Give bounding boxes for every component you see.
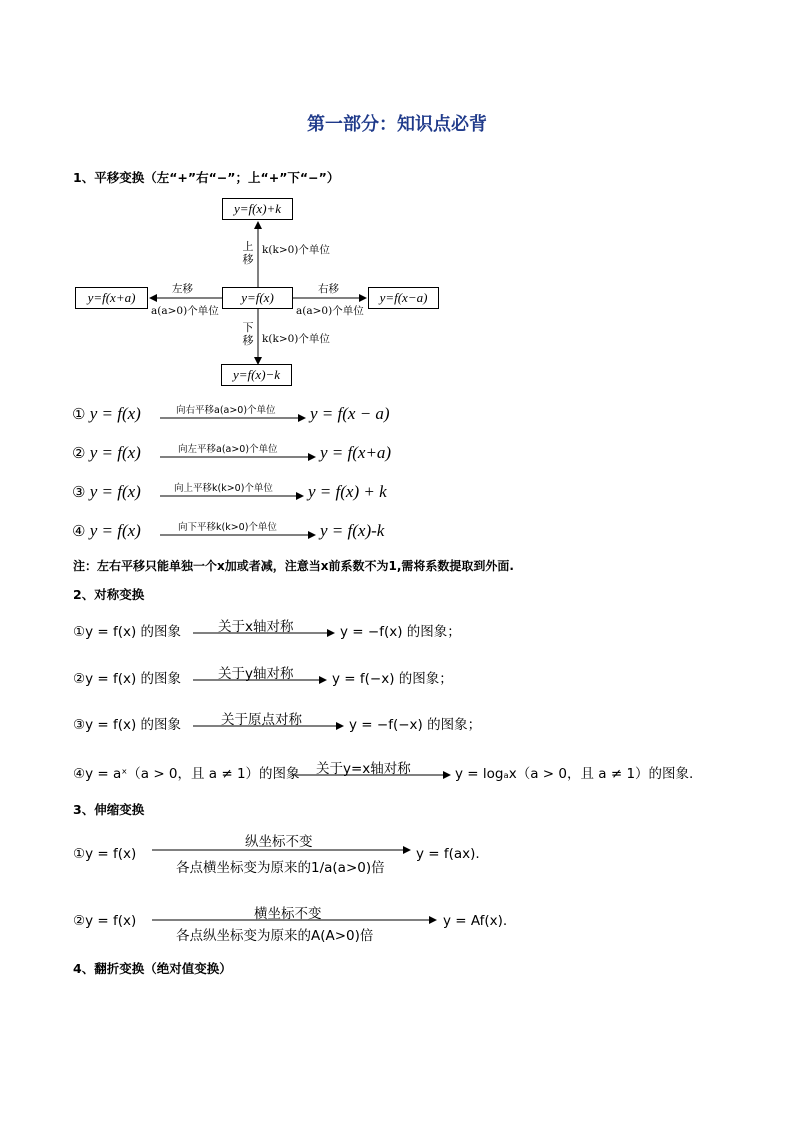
- down-char-2: 移: [242, 334, 254, 347]
- sym-3-arrow-label: 关于原点对称: [221, 712, 302, 728]
- rule-4-rhs: y = f(x)-k: [320, 521, 385, 540]
- rule-4-arrow-label: 向下平移k(k>0)个单位: [178, 522, 277, 533]
- sym-4-lhs: ④y = aˣ（a > 0，且 a ≠ 1）的图象: [73, 766, 300, 782]
- sym-1-arrow-label: 关于x轴对称: [218, 619, 294, 635]
- section-4-heading: 4、翻折变换（绝对值变换）: [73, 961, 232, 976]
- down-label: k(k>0)个单位: [262, 333, 330, 345]
- box-bottom: y=f(x)−k: [221, 364, 292, 386]
- scale-1-lhs: ①y = f(x): [73, 846, 137, 862]
- right-bottom-label: a(a>0)个单位: [296, 305, 364, 317]
- rule-1-arrow-label: 向右平移a(a>0)个单位: [176, 405, 276, 416]
- box-left: y=f(x+a): [75, 287, 148, 309]
- rule-2-lhs: ② y = f(x): [72, 443, 141, 462]
- translation-note: 注：左右平移只能单独一个x加或者减，注意当x前系数不为1,需将系数提取到外面.: [73, 559, 514, 573]
- sym-2-arrow-label: 关于y轴对称: [218, 666, 294, 682]
- sym-3-lhs: ③y = f(x) 的图象: [73, 717, 182, 733]
- scale-1-bottom-label: 各点横坐标变为原来的1/a(a>0)倍: [176, 860, 385, 876]
- rule-2-arrow-label: 向左平移a(a>0)个单位: [178, 444, 278, 455]
- rule-2-rhs: y = f(x+a): [320, 443, 392, 462]
- rule-1-lhs: ① y = f(x): [72, 404, 141, 423]
- up-label: k(k>0)个单位: [262, 244, 330, 256]
- section-1-heading: 1、平移变换（左“+”右“−”；上“+”下“−”）: [73, 170, 340, 185]
- scale-2-top-label: 横坐标不变: [254, 906, 322, 922]
- scale-1-top-label: 纵坐标不变: [245, 834, 313, 850]
- scale-2-bottom-label: 各点纵坐标变为原来的A(A>0)倍: [176, 928, 374, 944]
- scale-2-rhs: y = Af(x).: [443, 913, 508, 929]
- sym-3-rhs: y = −f(−x) 的图象；: [349, 717, 482, 733]
- page-title: 第一部分：知识点必背: [307, 114, 487, 135]
- sym-2-lhs: ②y = f(x) 的图象: [73, 671, 182, 687]
- sym-2-rhs: y = f(−x) 的图象；: [332, 671, 453, 687]
- box-top: y=f(x)+k: [222, 198, 293, 220]
- up-char-2: 移: [242, 253, 254, 266]
- section-3-heading: 3、伸缩变换: [73, 802, 145, 817]
- left-bottom-label: a(a>0)个单位: [151, 305, 219, 317]
- section-2-heading: 2、对称变换: [73, 587, 145, 602]
- sym-1-rhs: y = −f(x) 的图象；: [340, 624, 461, 640]
- scale-2-lhs: ②y = f(x): [73, 913, 137, 929]
- rule-3-arrow-label: 向上平移k(k>0)个单位: [174, 483, 273, 494]
- sym-1-lhs: ①y = f(x) 的图象: [73, 624, 182, 640]
- box-center: y=f(x): [222, 287, 293, 309]
- right-top-label: 右移: [318, 283, 339, 295]
- down-char-1: 下: [242, 321, 254, 334]
- sym-4-rhs: y = logₐx（a > 0，且 a ≠ 1）的图象.: [455, 766, 694, 782]
- rule-3-rhs: y = f(x) + k: [308, 482, 387, 501]
- box-right: y=f(x−a): [368, 287, 439, 309]
- scale-1-rhs: y = f(ax).: [416, 846, 480, 862]
- rule-4-lhs: ④ y = f(x): [72, 521, 141, 540]
- left-top-label: 左移: [172, 283, 193, 295]
- up-char-1: 上: [242, 240, 254, 253]
- rule-1-rhs: y = f(x − a): [310, 404, 390, 423]
- sym-4-arrow-label: 关于y=x轴对称: [316, 761, 411, 777]
- rule-3-lhs: ③ y = f(x): [72, 482, 141, 501]
